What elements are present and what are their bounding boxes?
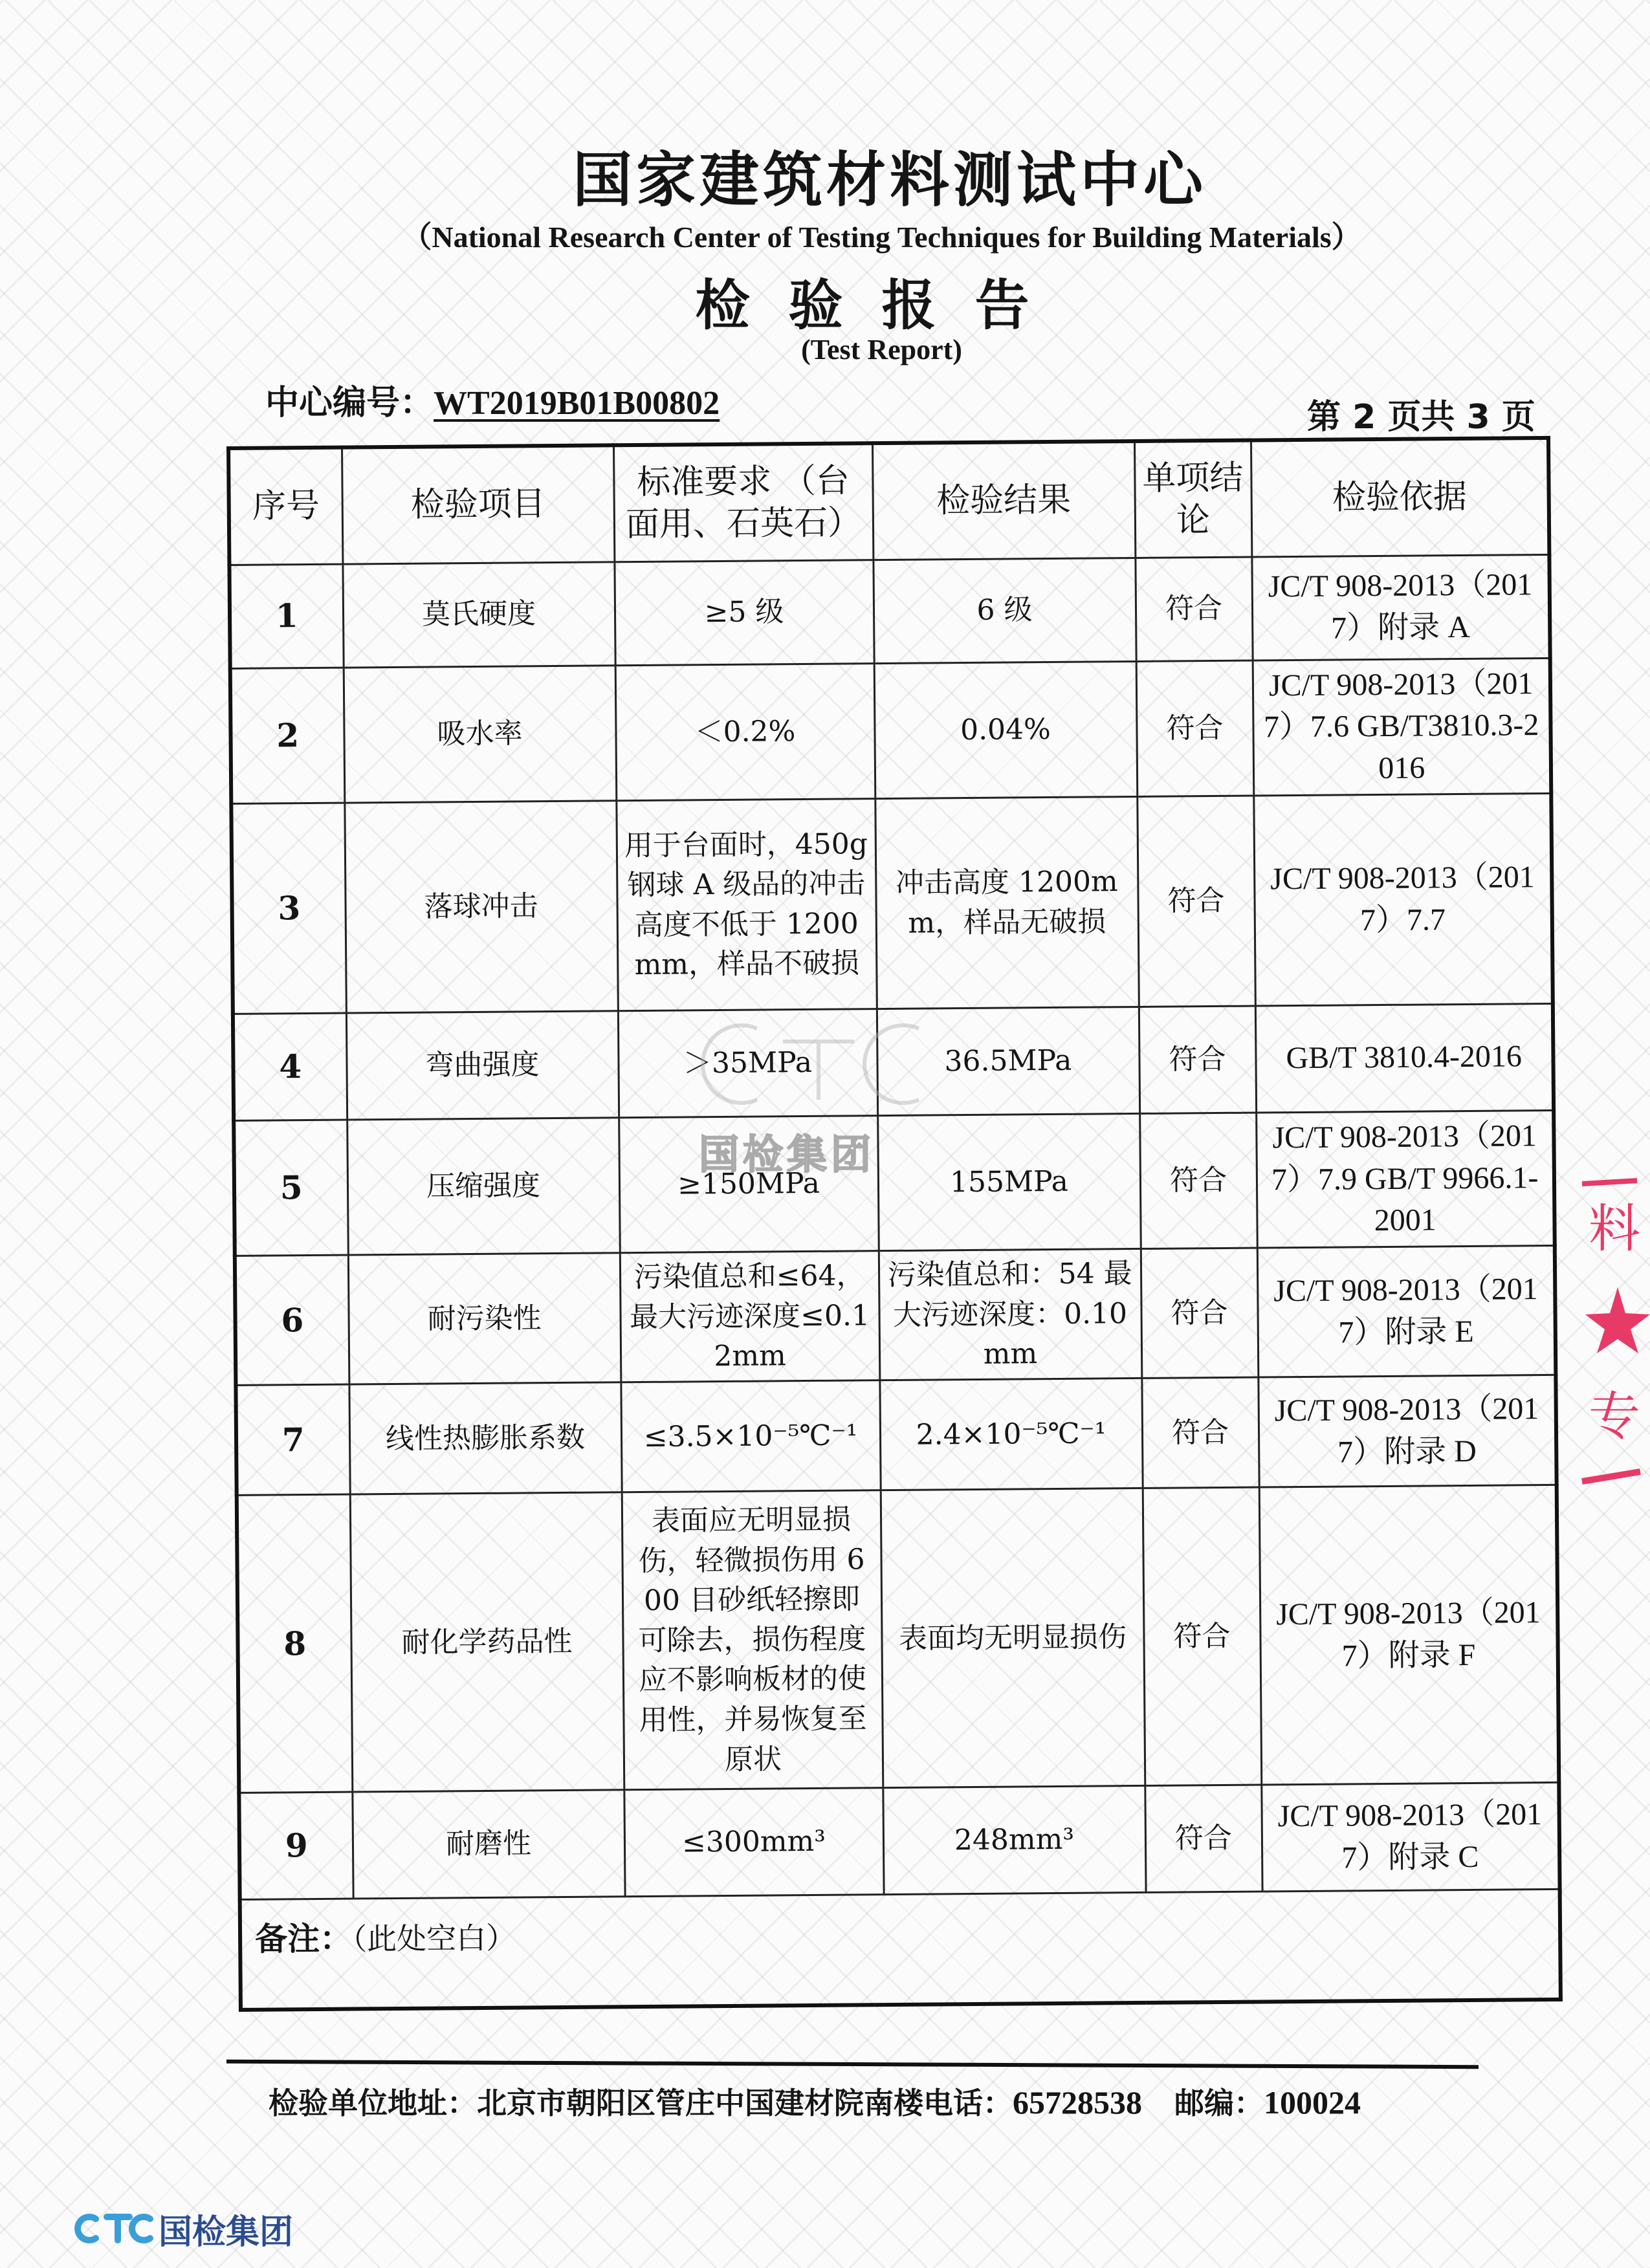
cell-seq: 3	[231, 803, 346, 1014]
cell-item: 线性热膨胀系数	[349, 1382, 621, 1494]
cell-result: 0.04%	[874, 661, 1138, 799]
cell-standard: ＞35MPa	[618, 1009, 877, 1118]
cell-conclusion: 符合	[1141, 1248, 1259, 1378]
cell-result: 冲击高度 1200mm，样品无破损	[875, 796, 1139, 1009]
cell-item: 落球冲击	[344, 801, 618, 1013]
cell-seq: 7	[236, 1384, 349, 1495]
cell-standard: ＜0.2%	[615, 663, 875, 801]
cell-basis: JC/T 908-2013（2017）附录 F	[1259, 1485, 1559, 1785]
cell-item: 莫氏硬度	[342, 562, 615, 667]
table-header-row	[228, 438, 1549, 565]
phone-label: 电话：	[923, 2086, 1013, 2121]
cell-seq: 2	[230, 668, 345, 804]
report-table	[226, 436, 1563, 2012]
table-row	[237, 1485, 1559, 1793]
cell-conclusion: 符合	[1143, 1487, 1262, 1785]
header-seq: 序号	[228, 448, 342, 565]
stamp-char: 专	[1589, 1386, 1640, 1446]
cell-basis: JC/T 908-2013（2017）附录 C	[1261, 1782, 1559, 1892]
table-row	[239, 1782, 1559, 1899]
cell-basis: GB/T 3810.4-2016	[1255, 1003, 1554, 1113]
cell-item: 耐化学药品性	[350, 1492, 624, 1792]
cell-standard: ≥150MPa	[619, 1116, 879, 1254]
table-row	[229, 554, 1550, 668]
cell-standard: ≥5 级	[614, 560, 874, 665]
cell-item: 压缩强度	[347, 1118, 620, 1256]
cell-basis: JC/T 908-2013（2017）附录 A	[1251, 554, 1550, 660]
cell-basis: JC/T 908-2013（2017）附录 E	[1257, 1246, 1556, 1377]
table-row	[231, 793, 1552, 1014]
watermark-text: 国检集团	[699, 1131, 875, 1178]
cell-standard: 污染值总和≤64，最大污迹深度≤0.12mm	[620, 1251, 880, 1382]
logo-text: 国检集团	[159, 2213, 294, 2252]
cell-conclusion: 符合	[1139, 1113, 1257, 1249]
remarks-row	[240, 1889, 1561, 2009]
center-number	[265, 375, 720, 424]
cell-basis: JC/T 908-2013（2017）附录 D	[1258, 1375, 1556, 1487]
cell-seq: 8	[237, 1494, 353, 1793]
zip-label: 邮编：	[1174, 2086, 1264, 2121]
report-table-wrapper	[226, 436, 1559, 1999]
cell-seq: 4	[233, 1013, 347, 1120]
cell-conclusion: 符合	[1145, 1785, 1262, 1892]
cell-standard: 表面应无明显损伤，轻微损伤用 600 目砂纸轻擦即可除去，损伤程度应不影响板材的使用性，并易恢复至原状	[622, 1490, 883, 1790]
cell-basis: JC/T 908-2013（2017）7.9 GB/T 9966.1-2001	[1256, 1110, 1555, 1248]
cell-item: 吸水率	[344, 665, 617, 803]
footer-divider	[226, 2060, 1479, 2069]
cell-item: 弯曲强度	[346, 1011, 619, 1120]
cell-result: 2.4×10⁻⁵℃⁻¹	[879, 1378, 1142, 1490]
cell-item: 耐磨性	[352, 1790, 624, 1899]
address-label: 检验单位地址：	[269, 2086, 477, 2121]
cell-item: 耐污染性	[348, 1253, 621, 1384]
remarks-cell	[240, 1889, 1561, 2009]
cell-seq: 6	[235, 1255, 349, 1385]
cell-result: 污染值总和：54 最大污迹深度：0.10mm	[879, 1249, 1142, 1380]
cell-result: 6 级	[873, 558, 1136, 663]
cell-seq: 1	[229, 564, 343, 668]
cell-result: 248mm³	[883, 1785, 1145, 1894]
cell-basis: JC/T 908-2013（2017）7.6 GB/T3810.3-2016	[1253, 658, 1552, 796]
zip-value: 100024	[1264, 2084, 1361, 2121]
cell-standard: ≤3.5×10⁻⁵℃⁻¹	[621, 1380, 880, 1492]
table-row	[235, 1246, 1556, 1386]
cell-result: 155MPa	[877, 1113, 1141, 1251]
cell-seq: 9	[239, 1792, 353, 1899]
table-row	[230, 658, 1552, 803]
report-title-cn: 检验报告	[695, 274, 1068, 337]
table-row	[236, 1375, 1556, 1495]
cell-seq: 5	[234, 1120, 348, 1256]
cell-conclusion: 符合	[1135, 557, 1252, 661]
cell-conclusion: 符合	[1141, 1377, 1259, 1488]
cell-conclusion: 符合	[1136, 660, 1254, 797]
cell-result: 表面均无明显损伤	[881, 1488, 1145, 1787]
center-title-cn: 国家建筑材料测试中心	[572, 146, 1207, 215]
address-value: 北京市朝阳区管庄中国建材院南楼	[477, 2086, 923, 2121]
footer-address	[269, 2080, 1361, 2122]
cell-conclusion: 符合	[1137, 796, 1255, 1007]
center-number-label: 中心编号：	[265, 384, 434, 422]
center-title-en: （National Research Center of Testing Techniques for Building Materials）	[402, 221, 1361, 254]
remarks-value: （此处空白）	[351, 1920, 516, 1957]
report-title-en: (Test Report)	[801, 334, 962, 365]
header-standard: 标准要求 （台面用、石英石）	[613, 443, 873, 562]
phone-value: 65728538	[1013, 2084, 1142, 2121]
cell-result: 36.5MPa	[877, 1007, 1139, 1115]
stamp-char: 料	[1589, 1199, 1640, 1259]
page-number: 第 2 页共 3 页	[1307, 398, 1535, 437]
header-conclusion: 单项结论	[1134, 441, 1251, 558]
cell-standard: 用于台面时，450g 钢球 A 级品的冲击高度不低于 1200mm，样品不破损	[616, 799, 877, 1011]
header-basis: 检验依据	[1251, 438, 1549, 557]
header-item: 检验项目	[342, 445, 614, 563]
center-number-value: WT2019B01B00802	[434, 385, 720, 422]
cell-conclusion: 符合	[1139, 1006, 1256, 1113]
header-result: 检验结果	[872, 441, 1135, 560]
cell-standard: ≤300mm³	[624, 1788, 883, 1897]
remarks-label: 备注：	[254, 1919, 353, 1958]
red-seal-stamp	[1579, 1177, 1650, 1488]
cell-basis: JC/T 908-2013（2017）7.7	[1253, 793, 1553, 1006]
